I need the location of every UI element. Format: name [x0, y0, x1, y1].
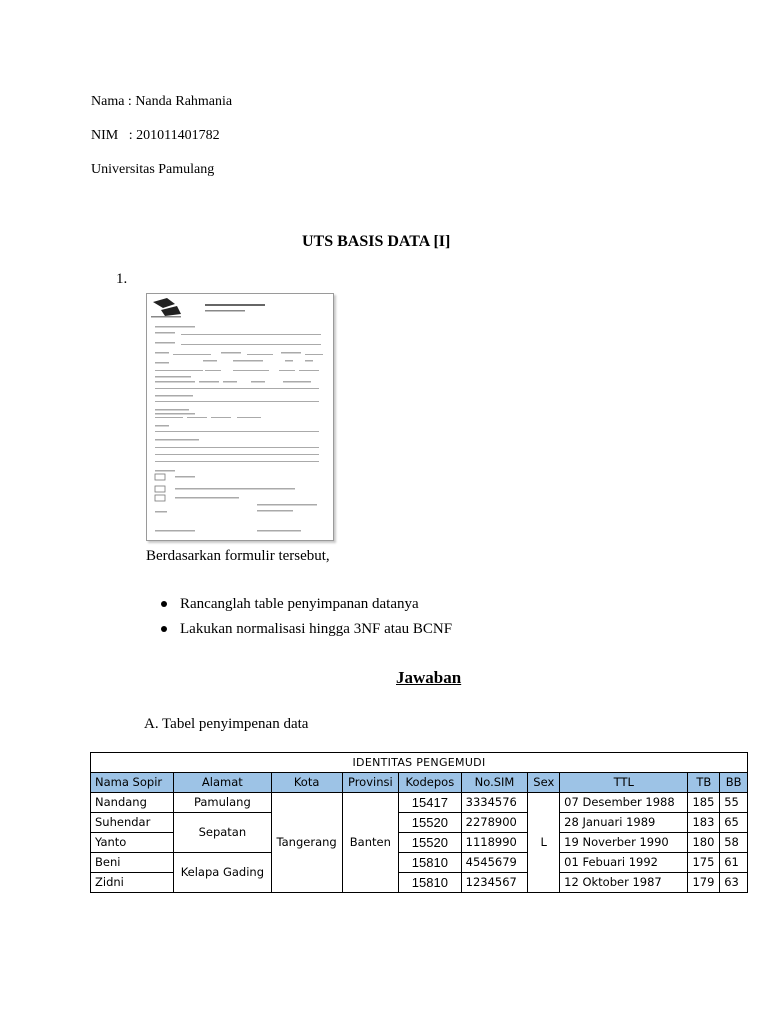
- column-header: TB: [688, 773, 720, 793]
- cell-tb: 183: [688, 813, 720, 833]
- form-image: [146, 293, 334, 541]
- student-nim: NIM : 201011401782: [91, 128, 220, 143]
- list-item: Rancanglah table penyimpanan datanya: [158, 594, 452, 619]
- cell-kota: Tangerang: [271, 793, 342, 893]
- cell-kodepos: 15810: [399, 873, 462, 893]
- cell-sim: 4545679: [461, 853, 528, 873]
- column-header: TTL: [560, 773, 688, 793]
- table-row: [91, 793, 748, 813]
- cell-tb: 185: [688, 793, 720, 813]
- column-header: Kota: [271, 773, 342, 793]
- cell-kodepos: 15810: [399, 853, 462, 873]
- intro-text: Berdasarkan formulir tersebut,: [146, 548, 330, 564]
- cell-sex: L: [528, 793, 560, 893]
- column-header: Sex: [528, 773, 560, 793]
- column-header: BB: [720, 773, 748, 793]
- cell-tb: 180: [688, 833, 720, 853]
- student-name: Nama : Nanda Rahmania: [91, 94, 233, 109]
- cell-sim: 3334576: [461, 793, 528, 813]
- cell-nama: Suhendar: [91, 813, 174, 833]
- cell-provinsi: Banten: [342, 793, 398, 893]
- cell-nama: Yanto: [91, 833, 174, 853]
- cell-bb: 55: [720, 793, 748, 813]
- cell-bb: 61: [720, 853, 748, 873]
- list-item: Lakukan normalisasi hingga 3NF atau BCNF: [158, 619, 452, 644]
- cell-kodepos: 15520: [399, 833, 462, 853]
- table-row: [91, 813, 748, 833]
- exam-title: UTS BASIS DATA [I]: [302, 233, 451, 250]
- cell-sim: 1234567: [461, 873, 528, 893]
- column-header: Provinsi: [342, 773, 398, 793]
- cell-ttl: 28 Januari 1989: [560, 813, 688, 833]
- cell-kodepos: 15417: [399, 793, 462, 813]
- cell-alamat: Kelapa Gading: [174, 853, 271, 893]
- table-caption-row: [91, 753, 748, 773]
- cell-nama: Beni: [91, 853, 174, 873]
- cell-ttl: 19 Noverber 1990: [560, 833, 688, 853]
- cell-sim: 2278900: [461, 813, 528, 833]
- table-header-row: [91, 773, 748, 793]
- form-logo: [153, 298, 181, 316]
- question-number: 1.: [116, 271, 128, 287]
- section-a-title: A. Tabel penyimpenan data: [144, 716, 309, 732]
- table-caption: IDENTITAS PENGEMUDI: [91, 753, 748, 773]
- cell-ttl: 12 Oktober 1987: [560, 873, 688, 893]
- cell-kodepos: 15520: [399, 813, 462, 833]
- university-name: Universitas Pamulang: [91, 162, 215, 177]
- data-table: [90, 752, 748, 893]
- cell-nama: Zidni: [91, 873, 174, 893]
- table-row: [91, 853, 748, 873]
- cell-ttl: 07 Desember 1988: [560, 793, 688, 813]
- cell-bb: 65: [720, 813, 748, 833]
- cell-nama: Nandang: [91, 793, 174, 813]
- column-header: Kodepos: [399, 773, 462, 793]
- cell-bb: 58: [720, 833, 748, 853]
- cell-tb: 179: [688, 873, 720, 893]
- cell-alamat: Sepatan: [174, 813, 271, 853]
- cell-tb: 175: [688, 853, 720, 873]
- column-header: Alamat: [174, 773, 271, 793]
- column-header: No.SIM: [461, 773, 528, 793]
- cell-ttl: 01 Febuari 1992: [560, 853, 688, 873]
- task-list: [158, 594, 452, 644]
- answer-heading: Jawaban: [396, 668, 462, 687]
- cell-sim: 1118990: [461, 833, 528, 853]
- cell-bb: 63: [720, 873, 748, 893]
- column-header: Nama Sopir: [91, 773, 174, 793]
- cell-alamat: Pamulang: [174, 793, 271, 813]
